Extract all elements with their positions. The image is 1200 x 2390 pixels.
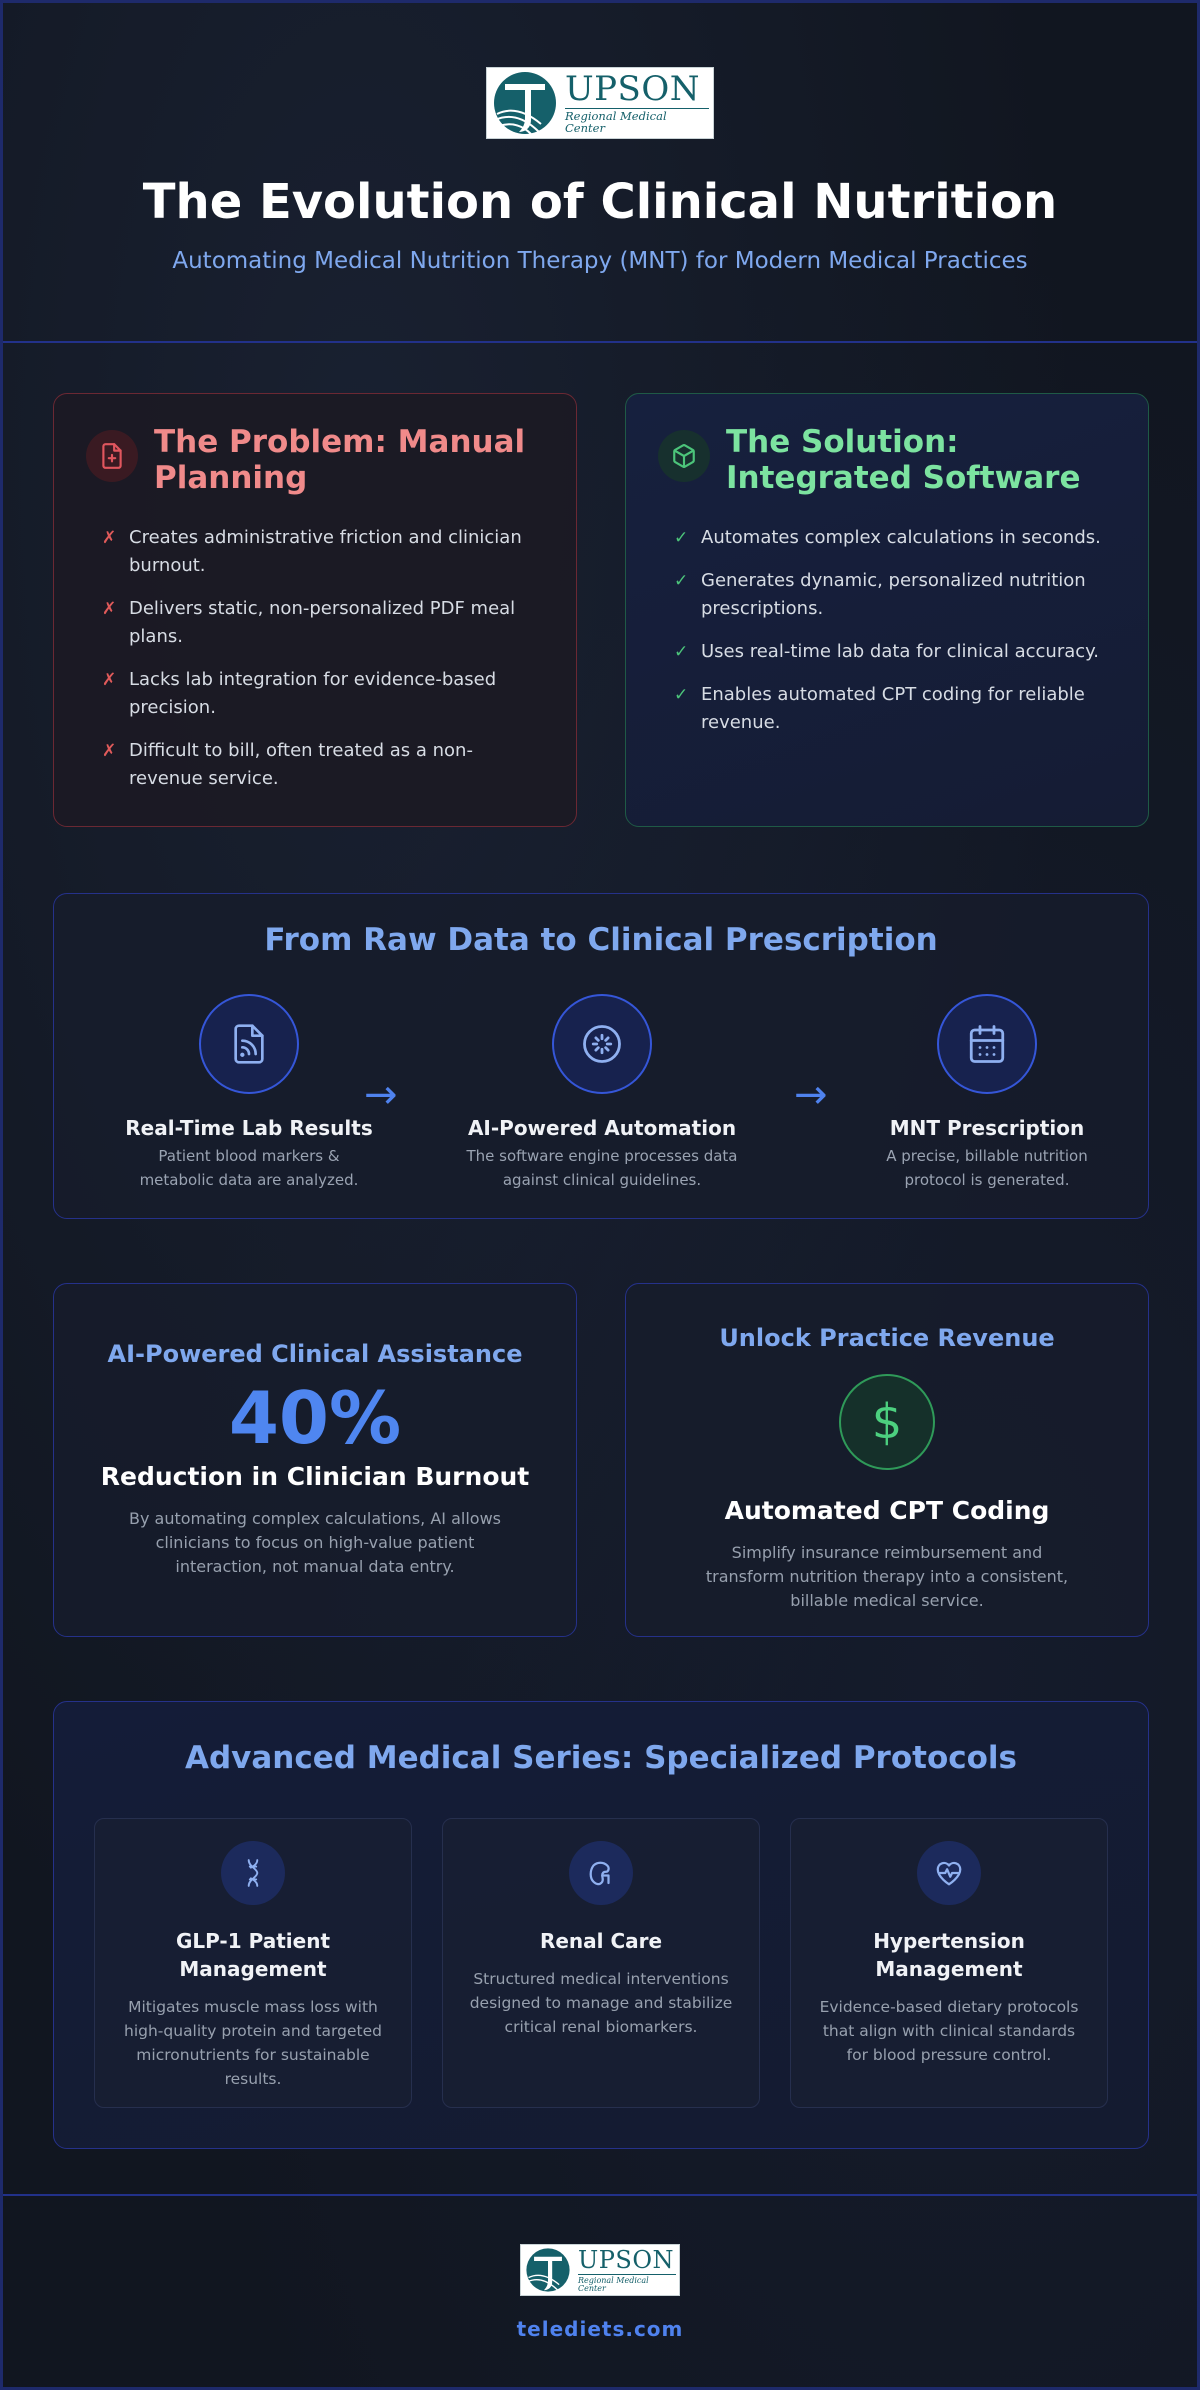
ai-stat-heading: AI-Powered Clinical Assistance (107, 1340, 523, 1368)
kidney-icon (569, 1841, 633, 1905)
logo-name: UPSON (578, 2245, 674, 2274)
ai-loader-icon (552, 994, 652, 1094)
flow-card (53, 893, 1149, 1219)
protocol-glp1 (94, 1818, 412, 2108)
flow-step-ai-automation (432, 994, 772, 1192)
dna-icon (221, 1841, 285, 1905)
step-title: MNT Prescription (889, 1116, 1085, 1140)
check-icon: ✓ (674, 642, 689, 662)
list-item: ✓ Enables automated CPT coding for reliable revenue. (674, 681, 1116, 737)
upson-logo-mark-icon (491, 70, 559, 136)
problem-title: The Problem: Manual Planning (154, 424, 526, 496)
burnout-reduction-value: 40% (228, 1376, 402, 1460)
protocol-desc: Evidence-based dietary protocols that align with clinical standards for blood pressure control. (819, 1998, 1079, 2064)
list-item: ✓ Generates dynamic, personalized nutrition prescriptions. (674, 567, 1116, 623)
problem-card (53, 393, 577, 827)
step-desc: A precise, billable nutrition protocol is generated. (886, 1147, 1088, 1189)
footer-website-link[interactable]: telediets.com (516, 2317, 684, 2341)
upson-logo (486, 67, 714, 139)
page-subtitle: Automating Medical Nutrition Therapy (MNT) for Modern Medical Practices (172, 248, 1028, 274)
protocols-title: Advanced Medical Series: Specialized Protocols (184, 1740, 1018, 1776)
revenue-desc: Simplify insurance reimbursement and transform nutrition therapy into a consistent, billable medical service. (705, 1543, 1069, 1610)
header (3, 3, 1197, 343)
cube-icon (658, 430, 710, 482)
step-desc: The software engine processes data against clinical guidelines. (466, 1147, 738, 1189)
protocols-card (53, 1701, 1149, 2149)
document-plus-icon (86, 430, 138, 482)
protocol-title: GLP-1 Patient Management (175, 1929, 331, 1981)
logo-name: UPSON (565, 69, 700, 109)
list-item: ✓ Automates complex calculations in seconds. (674, 524, 1116, 552)
solution-title: The Solution: Integrated Software (726, 424, 1081, 496)
protocol-renal (442, 1818, 760, 2108)
problem-list (86, 524, 544, 793)
step-desc: Patient blood markers & metabolic data are analyzed. (139, 1147, 359, 1189)
upson-logo-mark-icon (524, 2247, 572, 2293)
protocol-title: Renal Care (539, 1929, 663, 1953)
burnout-reduction-label: Reduction in Clinician Burnout (100, 1462, 530, 1491)
protocol-title: Hypertension Management (873, 1929, 1025, 1981)
cross-icon: ✗ (102, 670, 117, 690)
list-item: ✗ Creates administrative friction and clinician burnout. (102, 524, 544, 580)
solution-list (658, 524, 1116, 737)
footer (3, 2194, 1197, 2390)
ai-stat-desc: By automating complex calculations, AI allows clinicians to focus on high-value patient interaction, not manual data entry. (129, 1509, 501, 1576)
cpt-coding-label: Automated CPT Coding (724, 1496, 1050, 1525)
revenue-heading: Unlock Practice Revenue (719, 1324, 1055, 1352)
step-title: Real-Time Lab Results (125, 1116, 373, 1140)
step-title: AI-Powered Automation (467, 1116, 737, 1140)
flow-title: From Raw Data to Clinical Prescription (264, 922, 938, 958)
logo-subtitle: Regional Medical Center (578, 2274, 676, 2293)
heart-pulse-icon (917, 1841, 981, 1905)
list-item: ✗ Difficult to bill, often treated as a non-revenue service. (102, 737, 544, 793)
check-icon: ✓ (674, 685, 689, 705)
protocol-hypertension (790, 1818, 1108, 2108)
page-title: The Evolution of Clinical Nutrition (142, 174, 1058, 230)
dollar-icon: $ (839, 1374, 935, 1470)
cross-icon: ✗ (102, 528, 117, 548)
cross-icon: ✗ (102, 599, 117, 619)
solution-card (625, 393, 1149, 827)
list-item: ✓ Uses real-time lab data for clinical accuracy. (674, 638, 1116, 666)
logo-subtitle: Regional Medical Center (565, 108, 709, 134)
ai-stat-card (53, 1283, 577, 1637)
file-signal-icon (199, 994, 299, 1094)
list-item: ✗ Lacks lab integration for evidence-based precision. (102, 666, 544, 722)
revenue-card (625, 1283, 1149, 1637)
arrow-right-icon: → (794, 1072, 828, 1118)
check-icon: ✓ (674, 571, 689, 591)
arrow-right-icon: → (364, 1072, 398, 1118)
cross-icon: ✗ (102, 741, 117, 761)
protocol-desc: Structured medical interventions designed to manage and stabilize critical renal biomarkers. (469, 1970, 733, 2036)
footer-upson-logo (520, 2244, 680, 2296)
calendar-icon (937, 994, 1037, 1094)
check-icon: ✓ (674, 528, 689, 548)
protocol-desc: Mitigates muscle mass loss with high-quality protein and targeted micronutrients for sustainable results. (124, 1998, 382, 2088)
flow-step-mnt-prescription (817, 994, 1157, 1192)
list-item: ✗ Delivers static, non-personalized PDF meal plans. (102, 595, 544, 651)
